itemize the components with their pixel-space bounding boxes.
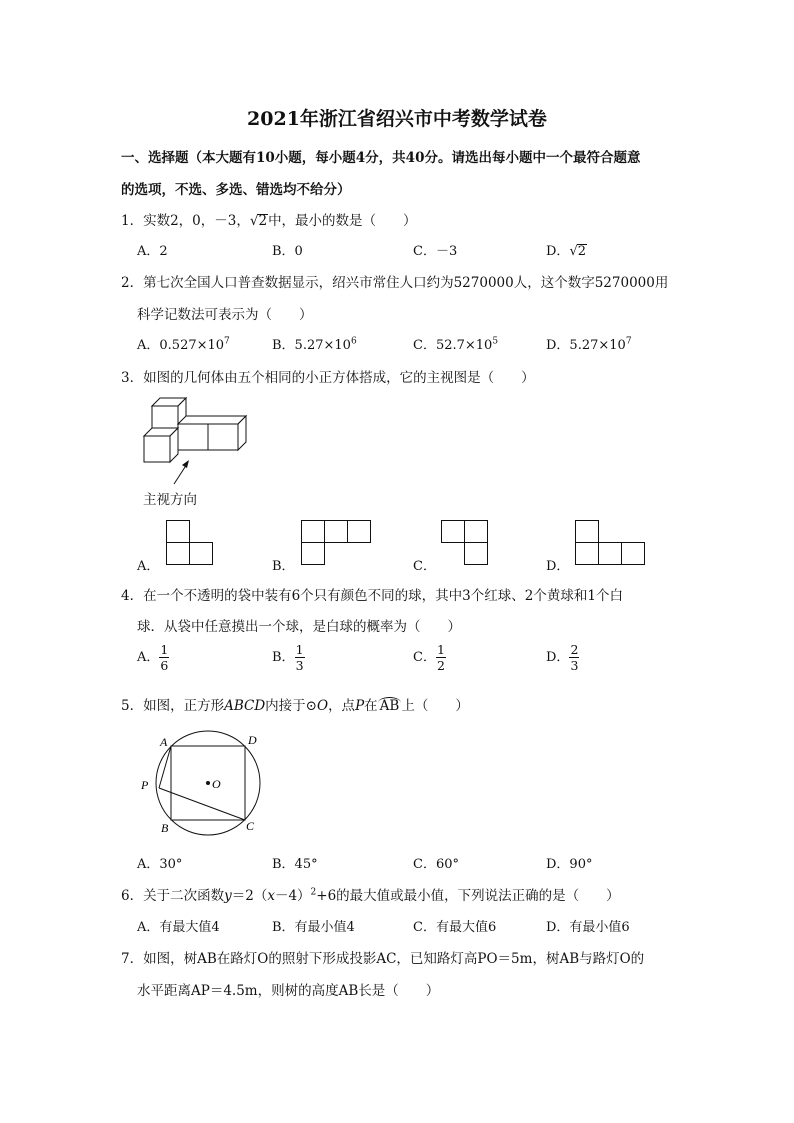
- q1-stem-part-b: 中，最小的数是（ ）: [268, 213, 417, 229]
- q5-stem-e: 上（ ）: [401, 698, 469, 714]
- q1-option-d-radicand: 2: [577, 244, 587, 259]
- denominator: 2: [436, 658, 445, 673]
- q1-option-d: [546, 240, 587, 259]
- label-o: O: [212, 777, 221, 791]
- label-a: A: [160, 735, 168, 749]
- q3-option-b-label: B．: [272, 559, 295, 574]
- q2-option-d-text: D．5.27×10: [546, 338, 626, 353]
- q1-option-d-prefix: D．: [546, 244, 570, 259]
- q3-option-c-figure: [441, 520, 489, 566]
- q5-square-name: ABCD: [224, 698, 266, 714]
- sqrt-symbol: √: [249, 213, 259, 229]
- q2-option-c-text: C．52.7×10: [413, 338, 493, 353]
- question-4-line1: 4．在一个不透明的袋中装有6个只有颜色不同的球，其中3个红球、2个黄球和1个白: [121, 588, 623, 604]
- q2-option-a-exp: 7: [224, 336, 230, 347]
- question-7-line2: 水平距离AP＝4.5m，则树的高度AB长是（ ）: [137, 983, 440, 999]
- q6-stem-c: －4）: [274, 888, 311, 904]
- q6-var-y: y: [224, 888, 232, 904]
- label-b: B: [161, 821, 169, 835]
- q2-option-d-exp: 7: [625, 336, 632, 347]
- q4-option-a-fraction: [159, 642, 169, 673]
- question-6-stem: [121, 884, 620, 904]
- q4-option-a: [137, 642, 169, 673]
- q5-option-c: C．60°: [413, 857, 459, 872]
- question-7-line1: 7．如图，树AB在路灯O的照射下形成投影AC，已知路灯高PO＝5m，树AB与路灯O的: [121, 951, 645, 967]
- q5-stem-d: 在: [364, 698, 378, 714]
- question-4-line2: 球．从袋中任意摸出一个球，是白球的概率为（ ）: [137, 619, 461, 635]
- q2-option-d: [546, 334, 632, 353]
- q4-option-b-fraction: [295, 642, 305, 673]
- sqrt-symbol: √: [569, 244, 578, 259]
- numerator: 1: [295, 642, 304, 657]
- q3-option-b-figure: [301, 520, 372, 566]
- label-c: C: [246, 819, 255, 833]
- q2-option-b-exp: 6: [350, 336, 357, 347]
- q2-option-a: [137, 334, 230, 353]
- q5-stem-c: ，点: [328, 698, 356, 714]
- q5-option-d: D．90°: [546, 857, 593, 872]
- q4-option-a-prefix: A．: [137, 650, 160, 665]
- numerator: 1: [160, 642, 169, 657]
- view-direction-arrow: [174, 464, 187, 484]
- numerator: 1: [436, 642, 445, 657]
- label-p: P: [141, 778, 149, 792]
- q6-exponent: 2: [310, 887, 317, 898]
- q2-option-b-text: B．5.27×10: [272, 338, 351, 353]
- q5-option-a: A．30°: [137, 857, 183, 872]
- q4-option-d-fraction: [569, 642, 579, 673]
- q2-option-b: [272, 334, 357, 353]
- q1-radicand: 2: [258, 213, 268, 229]
- section-heading-line2: 的选项，不选、多选、错选均不给分）: [121, 182, 351, 198]
- question-3-stem: 3．如图的几何体由五个相同的小正方体搭成，它的主视图是（ ）: [121, 370, 535, 386]
- q5-circle-figure: [138, 728, 278, 840]
- q6-stem-d: +6的最大值或最小值，下列说法正确的是（ ）: [316, 888, 620, 904]
- page-title: 2021年浙江省绍兴市中考数学试卷: [247, 108, 547, 130]
- q4-option-c: [413, 642, 446, 673]
- q6-option-b: B．有最小值4: [272, 920, 355, 935]
- q3-option-d-figure: [575, 520, 646, 566]
- q1-option-a: A．2: [137, 244, 168, 259]
- q5-stem-b: 内接于⊙: [265, 698, 317, 714]
- q6-stem-b: ＝2（: [231, 888, 268, 904]
- q6-option-c: C．有最大值6: [413, 920, 497, 935]
- q4-option-c-fraction: [436, 642, 446, 673]
- numerator: 2: [570, 642, 579, 657]
- q5-circle-name: O: [316, 698, 329, 714]
- section-heading-line1: 一、选择题（本大题有10小题，每小题4分，共40分。请选出每小题中一个最符合题意: [121, 150, 641, 166]
- q4-option-c-prefix: C．: [413, 650, 436, 665]
- denominator: 6: [160, 658, 169, 673]
- q6-option-d: D．有最小值6: [546, 920, 630, 935]
- q4-option-b-prefix: B．: [272, 650, 295, 665]
- q3-cube-figure: [140, 394, 250, 474]
- question-5-stem: [121, 694, 469, 714]
- q6-var-x: x: [267, 888, 275, 904]
- q4-option-d: [546, 642, 579, 673]
- q6-option-a: A．有最大值4: [137, 920, 220, 935]
- q5-option-b: B．45°: [272, 857, 318, 872]
- q6-stem-a: 6．关于二次函数: [121, 888, 225, 904]
- q5-point-name: P: [355, 698, 365, 714]
- question-2-line1: 2．第七次全国人口普查数据显示，绍兴市常住人口约为5270000人，这个数字5270000用: [121, 275, 669, 291]
- label-d: D: [248, 733, 257, 747]
- q3-option-a-figure: [166, 520, 214, 566]
- q2-option-c: [413, 334, 498, 353]
- q1-stem-part-a: 1．实数2，0，－3，: [121, 213, 250, 229]
- q5-stem-a: 5．如图，正方形: [121, 698, 225, 714]
- q1-option-b: B．0: [272, 244, 303, 259]
- arrow-head-icon: [182, 460, 189, 468]
- q3-option-a-label: A．: [137, 559, 160, 574]
- question-2-line2: 科学记数法可表示为（ ）: [137, 307, 313, 323]
- denominator: 3: [295, 658, 304, 673]
- question-1-stem: [121, 209, 417, 229]
- denominator: 3: [570, 658, 579, 673]
- q5-arc-ab: AB: [379, 698, 400, 714]
- q2-option-a-text: A．0.527×10: [137, 338, 225, 353]
- q3-option-d-label: D．: [546, 559, 570, 574]
- q4-option-d-prefix: D．: [546, 650, 570, 665]
- q1-option-c: C．－3: [413, 244, 458, 259]
- q3-view-direction-caption: 主视方向: [143, 492, 197, 508]
- q2-option-c-exp: 5: [492, 336, 499, 347]
- q4-option-b: [272, 642, 305, 673]
- q3-option-c-label: C．: [413, 559, 436, 574]
